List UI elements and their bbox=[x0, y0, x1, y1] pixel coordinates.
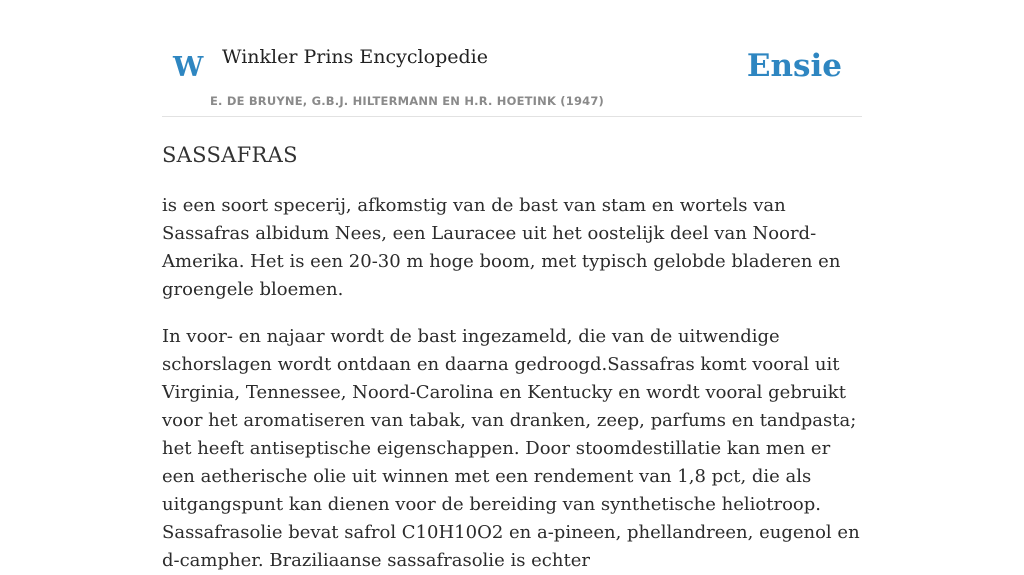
ensie-logo-link[interactable]: Ensie bbox=[746, 48, 842, 84]
entry-title: SASSAFRAS bbox=[162, 143, 298, 167]
encyclopedia-header bbox=[162, 0, 862, 117]
article-body bbox=[162, 140, 862, 575]
encyclopedia-title-link[interactable]: Winkler Prins Encyclopedie bbox=[222, 46, 488, 68]
article-paragraph: In voor- en najaar wordt de bast ingezameld, die van de uitwendige schorslagen wordt ontdaan en daarna gedroogd.Sassafras komt vooral uit Virginia, Tennessee, Noord-Carolina en Kentucky en wordt vooral gebruikt voor het aromatiseren van tabak, van dranken, zeep, parfums en tandpasta; het heeft antiseptische eigenschappen. Door stoomdestillatie kan men er een aetherische olie uit winnen met een rendement van 1,8 pct, die als uitgangspunt kan dienen voor de bereiding van synthetische heliotroop. Sassafrasolie bevat safrol C10H10O2 en a-pineen, phellandreen, eugenol en d-campher. Braziliaanse sassafrasolie is echter bbox=[162, 326, 860, 571]
winkler-prins-logo[interactable]: W bbox=[173, 52, 204, 83]
article-paragraph: is een soort specerij, afkomstig van de bast van stam en wortels van Sassafras albidum Nees, een Lauracee uit het oostelijk deel van Noord-Amerika. Het is een 20-30 m hoge boom, met typisch gelobde bladeren en groengele bloemen. bbox=[162, 195, 841, 300]
encyclopedia-authors: E. DE BRUYNE, G.B.J. HILTERMANN EN H.R. HOETINK (1947) bbox=[210, 94, 605, 108]
